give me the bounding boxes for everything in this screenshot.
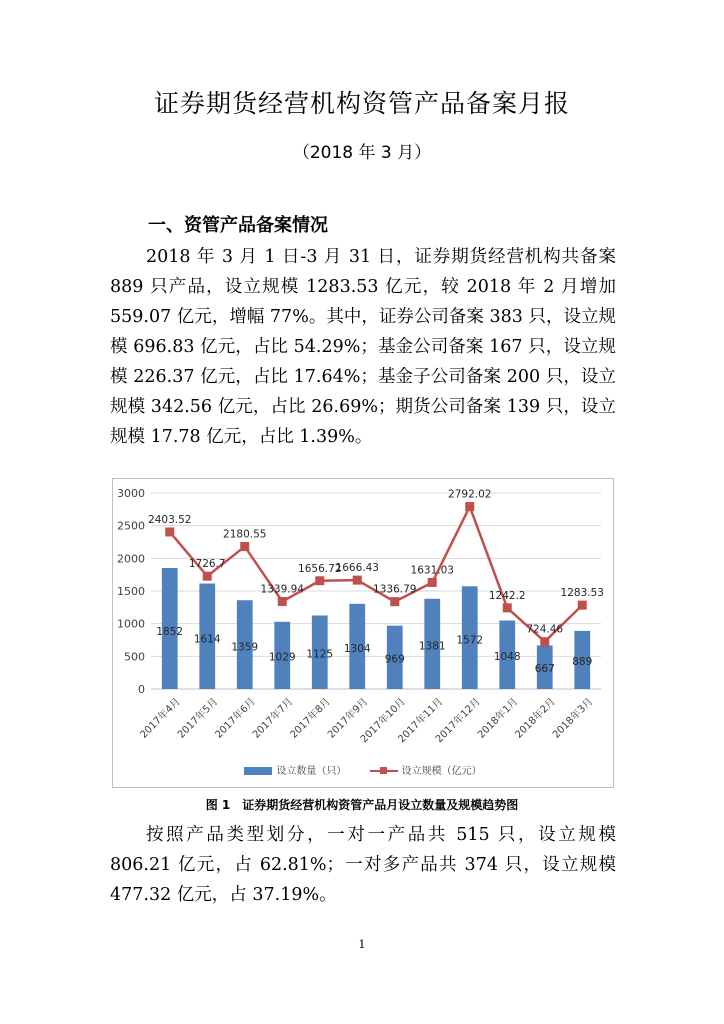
bar-data-label: 1048 — [493, 651, 521, 664]
line-point — [240, 542, 249, 551]
bar-data-label: 1125 — [306, 648, 334, 661]
line-point — [428, 578, 437, 587]
bar-data-label: 1614 — [193, 633, 221, 646]
line-point — [540, 637, 549, 646]
chart-figure — [112, 478, 614, 788]
figure-caption: 图 1 证券期货经营机构资管产品月设立数量及规模趋势图 — [205, 798, 519, 812]
x-tick-label: 2017年5月 — [175, 696, 221, 741]
paragraph-summary: 2018 年 3 月 1 日-3 月 31 日，证券期货经营机构共备案 889 只产品，设立规模 1283.53 亿元，较 2018 年 2 月增加 559.07 亿元，增幅 77%。其中，证券公司备案 383 只，设立规模 696.83 亿元，占比 54.29%；基金公司备案 167 只，设立规模 226.37 亿元，占比 17.64%；基金子公司备案 200 只，设立规模 342.56 亿元，占比 26.69%；期货公司备案 139 只，设立规模 17.78 亿元，占比 1.39%。 — [110, 247, 616, 447]
legend-swatch-scale — [370, 770, 398, 772]
line-data-label: 2180.55 — [223, 528, 267, 541]
line-point — [578, 601, 587, 610]
line-data-label: 2403.52 — [148, 513, 192, 526]
line-data-label: 1666.43 — [335, 562, 379, 575]
bar-data-label: 1359 — [231, 641, 259, 654]
y-tick-label: 0 — [138, 683, 145, 696]
x-tick-label: 2017年8月 — [288, 696, 333, 741]
trend-chart — [113, 479, 613, 787]
x-tick-label: 2017年11月 — [396, 696, 446, 746]
line-data-label: 2792.02 — [448, 488, 492, 501]
y-tick-label: 2000 — [117, 552, 145, 566]
line-point — [390, 597, 399, 606]
bar-data-label: 1852 — [156, 625, 184, 638]
x-tick-label: 2018年1月 — [475, 696, 521, 741]
legend-label-scale: 设立规模（亿元） — [401, 766, 482, 777]
line-data-label: 1339.94 — [260, 583, 304, 596]
x-tick-label: 2017年7月 — [250, 696, 296, 741]
line-point — [165, 527, 174, 536]
page-title: 证券期货经营机构资管产品备案月报 — [153, 89, 570, 118]
line-data-label: 1283.53 — [560, 587, 604, 600]
x-tick-label: 2017年4月 — [138, 696, 183, 741]
line-data-label: 1336.79 — [373, 583, 417, 596]
bar-data-label: 1029 — [268, 651, 296, 664]
paragraph-product-types: 按照产品类型划分，一对一产品共 515 只，设立规模 806.21 亿元，占 62.81%；一对多产品共 374 只，设立规模 477.32 亿元，占 37.19%。 — [110, 825, 616, 905]
chart-legend — [113, 762, 613, 777]
y-tick-label: 2500 — [117, 519, 145, 533]
bar-data-label: 1572 — [456, 634, 484, 647]
bar-data-label: 1304 — [343, 643, 371, 656]
legend-item-scale — [370, 762, 482, 777]
x-tick-label: 2017年9月 — [325, 696, 371, 741]
x-tick-label: 2018年3月 — [550, 696, 596, 741]
y-tick-label: 500 — [124, 650, 145, 664]
bar-data-label: 1381 — [418, 640, 446, 653]
page-number: 1 — [358, 938, 366, 951]
page-subtitle: （2018 年 3 月） — [292, 143, 432, 163]
section-heading: 一、资管产品备案情况 — [148, 215, 328, 236]
x-tick-label: 2017年10月 — [358, 696, 408, 746]
line-data-label: 1631.03 — [410, 564, 454, 577]
legend-item-count — [244, 762, 346, 777]
bar-data-label: 667 — [534, 663, 555, 676]
bar-data-label: 969 — [384, 653, 405, 666]
line-point — [503, 603, 512, 612]
legend-swatch-count — [244, 767, 272, 775]
y-tick-label: 1000 — [117, 617, 145, 631]
line-data-label: 1242.2 — [488, 589, 526, 602]
line-point — [465, 502, 474, 511]
y-tick-label: 3000 — [117, 487, 145, 500]
x-tick-label: 2017年12月 — [433, 696, 483, 746]
line-data-label: 1726.7 — [188, 558, 226, 571]
line-point — [315, 576, 324, 585]
legend-label-count: 设立数量（只） — [276, 766, 347, 777]
y-tick-label: 1500 — [117, 585, 145, 598]
line-data-label: 1656.72 — [298, 562, 342, 575]
line-point — [278, 597, 287, 606]
bar-data-label: 889 — [572, 656, 593, 669]
line-point — [203, 572, 212, 581]
line-point — [353, 576, 362, 585]
x-tick-label: 2018年2月 — [513, 696, 558, 741]
line-data-label: 724.46 — [526, 623, 564, 636]
x-tick-label: 2017年6月 — [213, 696, 258, 741]
